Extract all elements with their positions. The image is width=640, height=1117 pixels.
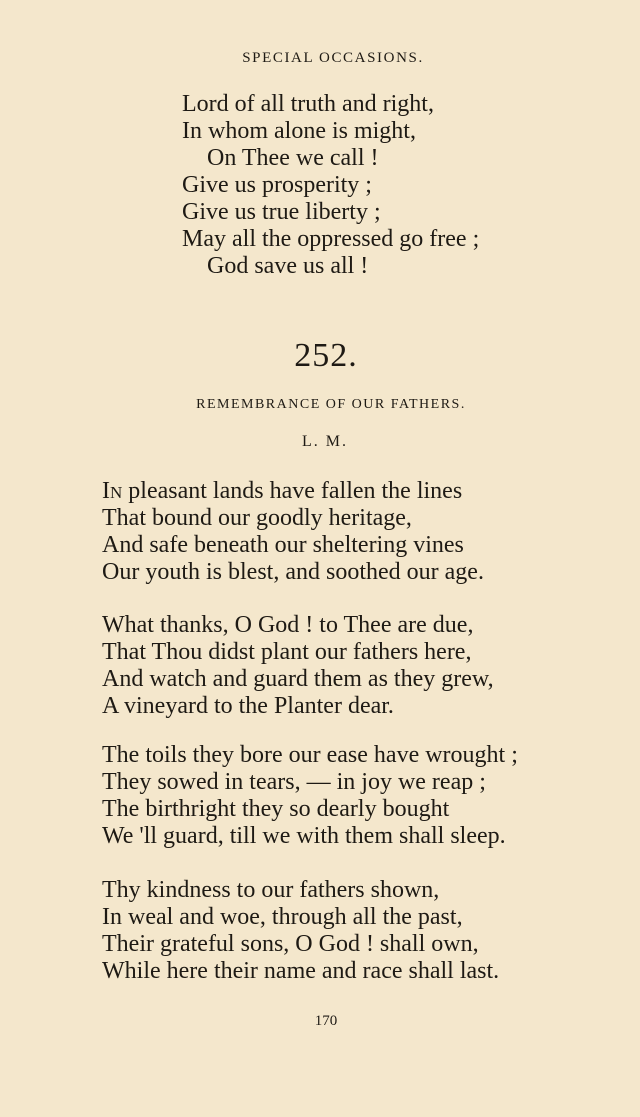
verse-line: May all the oppressed go free ;: [182, 226, 480, 252]
verse-line: Lord of all truth and right,: [182, 91, 434, 117]
verse-line: Their grateful sons, O God ! shall own,: [102, 931, 479, 957]
verse-line: We 'll guard, till we with them shall sleep.: [102, 823, 506, 849]
verse-line: The toils they bore our ease have wrought ;: [102, 742, 518, 768]
page-number: 170: [314, 1013, 338, 1029]
verse-line: What thanks, O God ! to Thee are due,: [102, 612, 474, 638]
verse-line: A vineyard to the Planter dear.: [102, 693, 394, 719]
verse-line: Thy kindness to our fathers shown,: [102, 877, 440, 903]
verse-line: On Thee we call !: [207, 145, 379, 171]
verse-line: That bound our goodly heritage,: [102, 505, 412, 531]
verse-line: Our youth is blest, and soothed our age.: [102, 559, 484, 585]
stanza-4: [102, 877, 499, 985]
verse-line: And watch and guard them as they grew,: [102, 666, 494, 692]
verse-line: In whom alone is might,: [182, 118, 416, 144]
verse-line: That Thou didst plant our fathers here,: [102, 639, 472, 665]
verse-line-rest: pleasant lands have fallen the lines: [122, 478, 463, 504]
verse-line: And safe beneath our sheltering vines: [102, 532, 464, 558]
hymn-number: 252.: [294, 337, 358, 374]
hymn-meter: L. M.: [302, 433, 348, 450]
stanza-2: [102, 612, 494, 720]
verse-line: They sowed in tears, — in joy we reap ;: [102, 769, 486, 795]
verse-line: [102, 478, 484, 505]
previous-hymn-stanza: [182, 91, 479, 280]
verse-line: While here their name and race shall last.: [102, 958, 500, 984]
hymn-title: REMEMBRANCE OF OUR FATHERS.: [196, 397, 466, 412]
running-head: SPECIAL OCCASIONS.: [242, 50, 424, 66]
verse-line: In weal and woe, through all the past,: [102, 904, 463, 930]
verse-line: God save us all !: [207, 253, 369, 279]
stanza-1: [102, 478, 484, 586]
drop-word: In: [102, 478, 123, 504]
verse-line: Give us prosperity ;: [182, 172, 372, 198]
stanza-3: [102, 742, 518, 850]
verse-line: Give us true liberty ;: [182, 199, 381, 225]
verse-line: The birthright they so dearly bought: [102, 796, 450, 822]
